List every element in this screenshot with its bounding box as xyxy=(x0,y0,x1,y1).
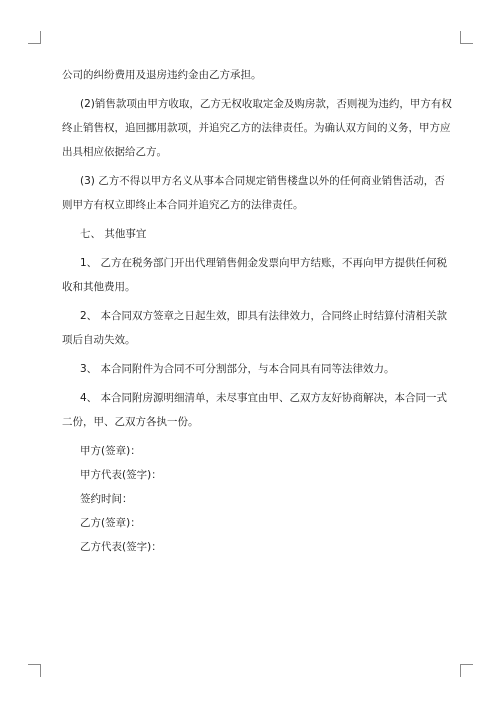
text-line: 2、 本合同双方签章之日起生效，即具有法律效力，合同终止时结算付清相关款 xyxy=(80,310,448,322)
text-line: (2)销售款项由甲方收取，乙方无权收取定金及购房款，否则视为违约，甲方有权 xyxy=(80,98,452,110)
signature-field: 签约时间： xyxy=(80,493,133,505)
text-line: (3) 乙方不得以甲方名义从事本合同规定销售楼盘以外的任何商业销售活动，否 xyxy=(80,175,445,187)
text-line: 项后自动失效。 xyxy=(62,334,136,346)
signature-field: 甲方代表(签字)： xyxy=(80,469,162,481)
text-line: 则甲方有权立即终止本合同并追究乙方的法律责任。 xyxy=(62,199,304,211)
crop-mark-top-right xyxy=(460,31,473,44)
text-line: 4、 本合同附房源明细清单，未尽事宜由甲、乙双方友好协商解决，本合同一式 xyxy=(80,392,448,404)
text-line: 1、 乙方在税务部门开出代理销售佣金发票向甲方结账，不再向甲方提供任何税 xyxy=(80,257,448,269)
text-line: 终止销售权，追回挪用款项，并追究乙方的法律责任。为确认双方间的义务，甲方应 xyxy=(62,122,451,134)
text-line: 3、 本合同附件为合同不可分割部分，与本合同具有同等法律效力。 xyxy=(80,363,395,375)
crop-mark-bottom-right xyxy=(460,664,473,677)
signature-field: 甲方(签章)： xyxy=(80,445,141,457)
signature-field: 乙方(签章)： xyxy=(80,517,141,529)
signature-field: 乙方代表(签字)： xyxy=(80,541,162,553)
text-line: 出具相应依据给乙方。 xyxy=(62,146,167,158)
text-line: 公司的纠纷费用及退房违约金由乙方承担。 xyxy=(62,69,262,81)
crop-mark-top-left xyxy=(28,31,41,44)
text-line: 二份，甲、乙双方各执一份。 xyxy=(62,416,199,428)
section-heading: 七、 其他事宜 xyxy=(80,228,147,240)
crop-mark-bottom-left xyxy=(28,664,41,677)
text-line: 收和其他费用。 xyxy=(62,281,136,293)
